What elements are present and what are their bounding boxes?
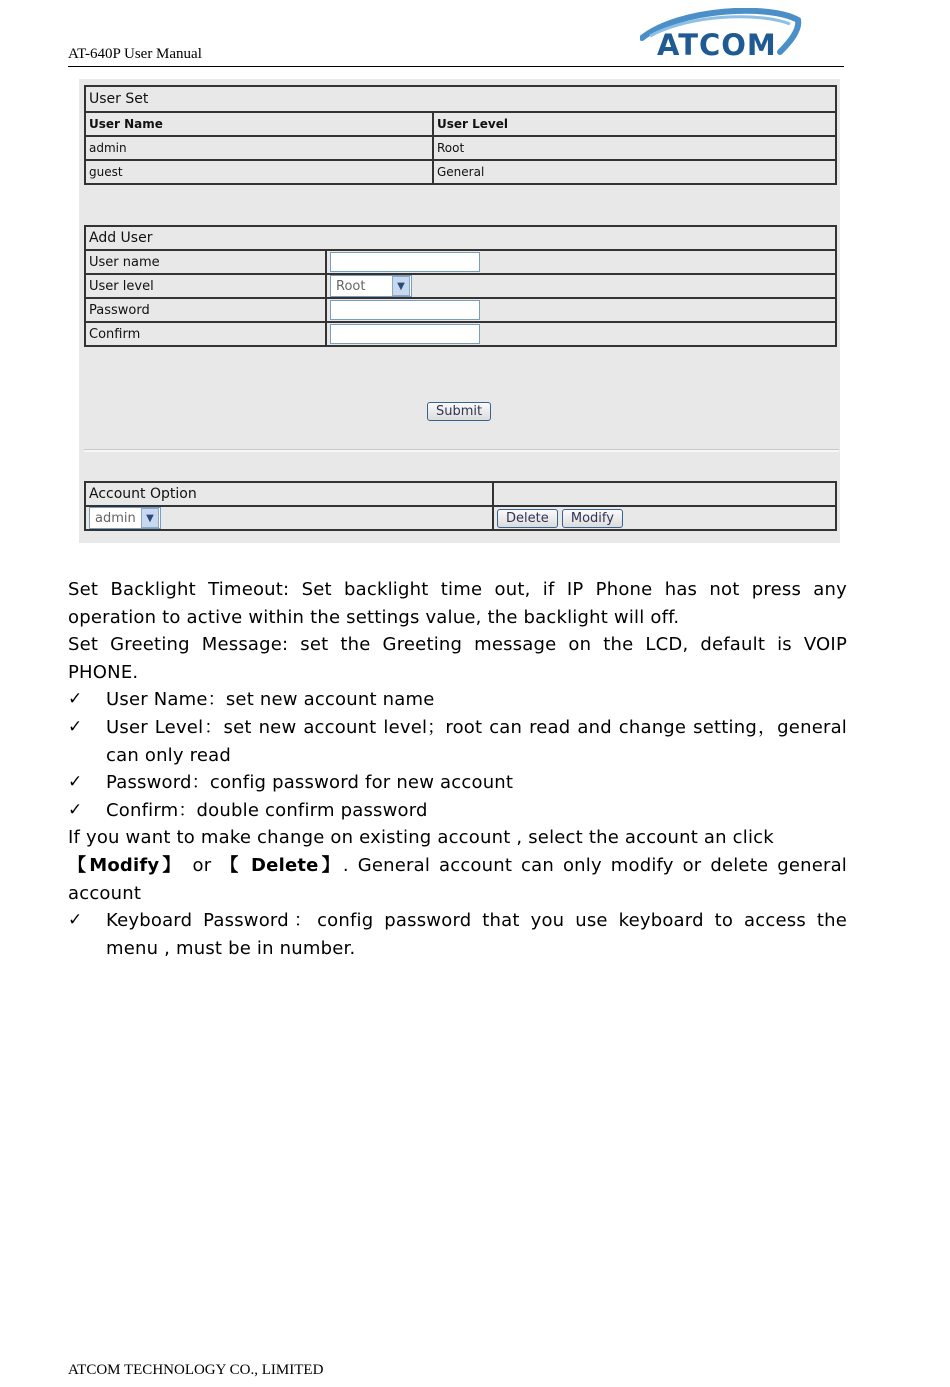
column-header-user-level: User Level [433, 112, 836, 136]
list-item-text: User Level：set new account level；root can read and change setting，general can only read [106, 716, 847, 766]
document-header-title: AT-640P User Manual [68, 46, 202, 62]
username-label: User name [85, 250, 326, 274]
list-item [68, 714, 847, 769]
account-value: admin [95, 510, 136, 526]
list-item [68, 769, 847, 797]
submit-button[interactable]: Submit [427, 402, 491, 421]
atcom-logo [640, 8, 805, 66]
chevron-down-icon[interactable]: ▼ [141, 508, 159, 528]
list-item [68, 907, 847, 962]
userlevel-label: User level [85, 274, 326, 298]
confirm-input[interactable] [330, 324, 480, 344]
table-row [85, 136, 836, 160]
or-text: or [183, 854, 221, 876]
paragraph-rest: . General account can only modify or delete general account [68, 854, 848, 904]
delete-button[interactable]: Delete [497, 509, 558, 528]
list-item-text: Password：config password for new account [106, 772, 514, 794]
paragraph-greeting: Set Greeting Message: set the Greeting message on the LCD, default is VOIP PHONE. [68, 634, 847, 683]
list-item [68, 797, 847, 825]
user-name-cell: admin [85, 136, 433, 160]
user-set-title: User Set [85, 86, 836, 112]
divider [84, 449, 839, 452]
ui-screenshot-panel [79, 79, 840, 543]
account-option-table [84, 481, 837, 531]
list-item-text: Keyboard Password：config password that you use keyboard to access the menu , must be in number. [106, 910, 847, 959]
table-row [85, 160, 836, 184]
confirm-label: Confirm [85, 322, 326, 346]
check-icon: ✓ [68, 689, 83, 710]
chevron-down-icon[interactable]: ▼ [392, 276, 410, 296]
delete-keyword: 【 Delete】 [220, 854, 343, 876]
modify-keyword: 【Modify】 [68, 854, 184, 876]
check-icon: ✓ [68, 716, 83, 737]
paragraph-modify-delete [68, 852, 847, 907]
add-user-title: Add User [85, 226, 836, 250]
account-option-title: Account Option [85, 482, 493, 506]
add-user-table [84, 225, 837, 347]
list-item-text: User Name：set new account name [106, 689, 435, 711]
check-icon: ✓ [68, 772, 83, 793]
body-text [68, 576, 847, 962]
password-input[interactable] [330, 300, 480, 320]
list-item-text: Confirm：double confirm password [106, 799, 428, 821]
user-level-cell: Root [433, 136, 836, 160]
username-input[interactable] [330, 252, 480, 272]
document-footer: ATCOM TECHNOLOGY CO., LIMITED [68, 1362, 324, 1378]
modify-button[interactable]: Modify [562, 509, 623, 528]
account-select[interactable] [89, 507, 161, 529]
user-level-cell: General [433, 160, 836, 184]
empty-cell [493, 482, 836, 506]
column-header-user-name: User Name [85, 112, 433, 136]
user-name-cell: guest [85, 160, 433, 184]
password-label: Password [85, 298, 326, 322]
header-rule [68, 66, 844, 67]
userlevel-select[interactable] [330, 275, 412, 297]
user-set-table [84, 85, 837, 185]
list-item [68, 686, 847, 714]
check-icon: ✓ [68, 799, 83, 820]
userlevel-value: Root [336, 278, 366, 294]
check-icon: ✓ [68, 910, 83, 931]
paragraph-existing-account: If you want to make change on existing account , select the account an click [68, 827, 774, 849]
paragraph-backlight: Set Backlight Timeout: Set backlight time out, if IP Phone has not press any operation to active within the settings value, the backlight will off. [68, 579, 847, 628]
logo-text: ATCOM [657, 28, 777, 62]
